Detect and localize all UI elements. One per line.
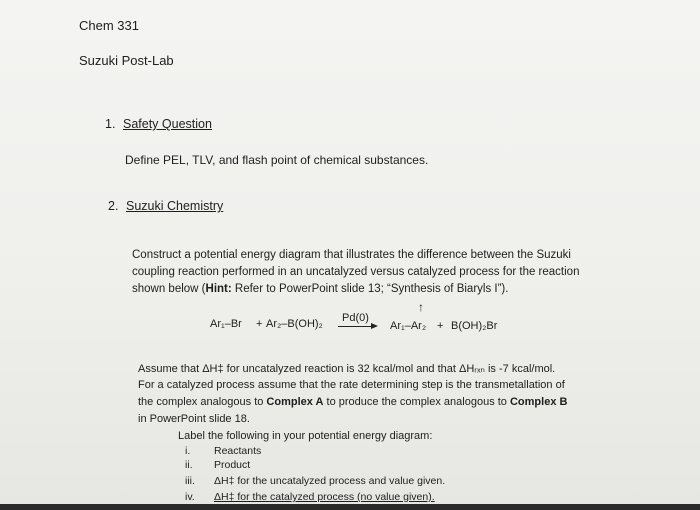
section-2-title: Suzuki Chemistry <box>126 199 224 213</box>
product-boron-byproduct: B(OH)₂Br <box>451 320 498 332</box>
reaction-arrow-shaft <box>338 326 371 327</box>
assume-line-3: the complex analogous to Complex A to produce the complex analogous to Complex B <box>138 396 568 408</box>
course-title: Chem 331 <box>79 18 139 33</box>
safety-question-text: Define PEL, TLV, and flash point of chemical substances. <box>125 153 429 167</box>
complex-b-label: Complex B <box>509 396 568 408</box>
section-2-heading <box>108 199 223 213</box>
assume-line-4: in PowerPoint slide 18. <box>138 413 250 425</box>
paragraph-line: Construct a potential energy diagram that illustrates the difference between the Suzuki <box>132 249 571 261</box>
product-biaryl: Ar₁–Ar₂ <box>390 320 427 332</box>
cursor-marker-icon: ↑ <box>418 300 424 314</box>
reactant-aryl-bromide: Ar₁–Br <box>210 318 242 330</box>
label-instructions: Label the following in your potential energy diagram: <box>178 430 433 442</box>
reaction-arrow-icon <box>371 323 378 329</box>
photo-bottom-edge <box>0 504 700 510</box>
assume-line-1: Assume that ΔH‡ for uncatalyzed reaction is 32 kcal/mol and that ΔHᵣₓₙ is -7 kcal/mol. <box>138 363 556 375</box>
paragraph-line: coupling reaction performed in an uncatalyzed versus catalyzed process for the reaction <box>132 266 580 278</box>
complex-a-label: Complex A <box>266 396 324 408</box>
reaction-plus-1: + <box>256 318 263 330</box>
reactant-boronic-acid: Ar₂–B(OH)₂ <box>266 318 323 330</box>
assignment-title: Suzuki Post-Lab <box>79 53 174 68</box>
label-items-list: i. Reactants ii. Product iii. ΔH‡ for the uncatalyzed process and value given. iv. ΔH‡ for the catalyzed process (no value given). <box>185 445 446 503</box>
assume-line-2: For a catalyzed process assume that the rate determining step is the transmetallation of <box>138 379 565 391</box>
section-1-number: 1. <box>105 117 116 131</box>
paragraph-line-hint: shown below (Hint: Refer to PowerPoint slide 13; “Synthesis of Biaryls I”). <box>132 283 509 295</box>
section-1-heading <box>105 117 212 131</box>
section-1-title: Safety Question <box>123 117 212 131</box>
hint-label: Hint: <box>205 283 232 295</box>
reaction-plus-2: + <box>437 320 444 332</box>
instructions-paragraph <box>132 247 592 298</box>
catalyst-label: Pd(0) <box>342 312 369 324</box>
section-2-number: 2. <box>108 199 119 213</box>
